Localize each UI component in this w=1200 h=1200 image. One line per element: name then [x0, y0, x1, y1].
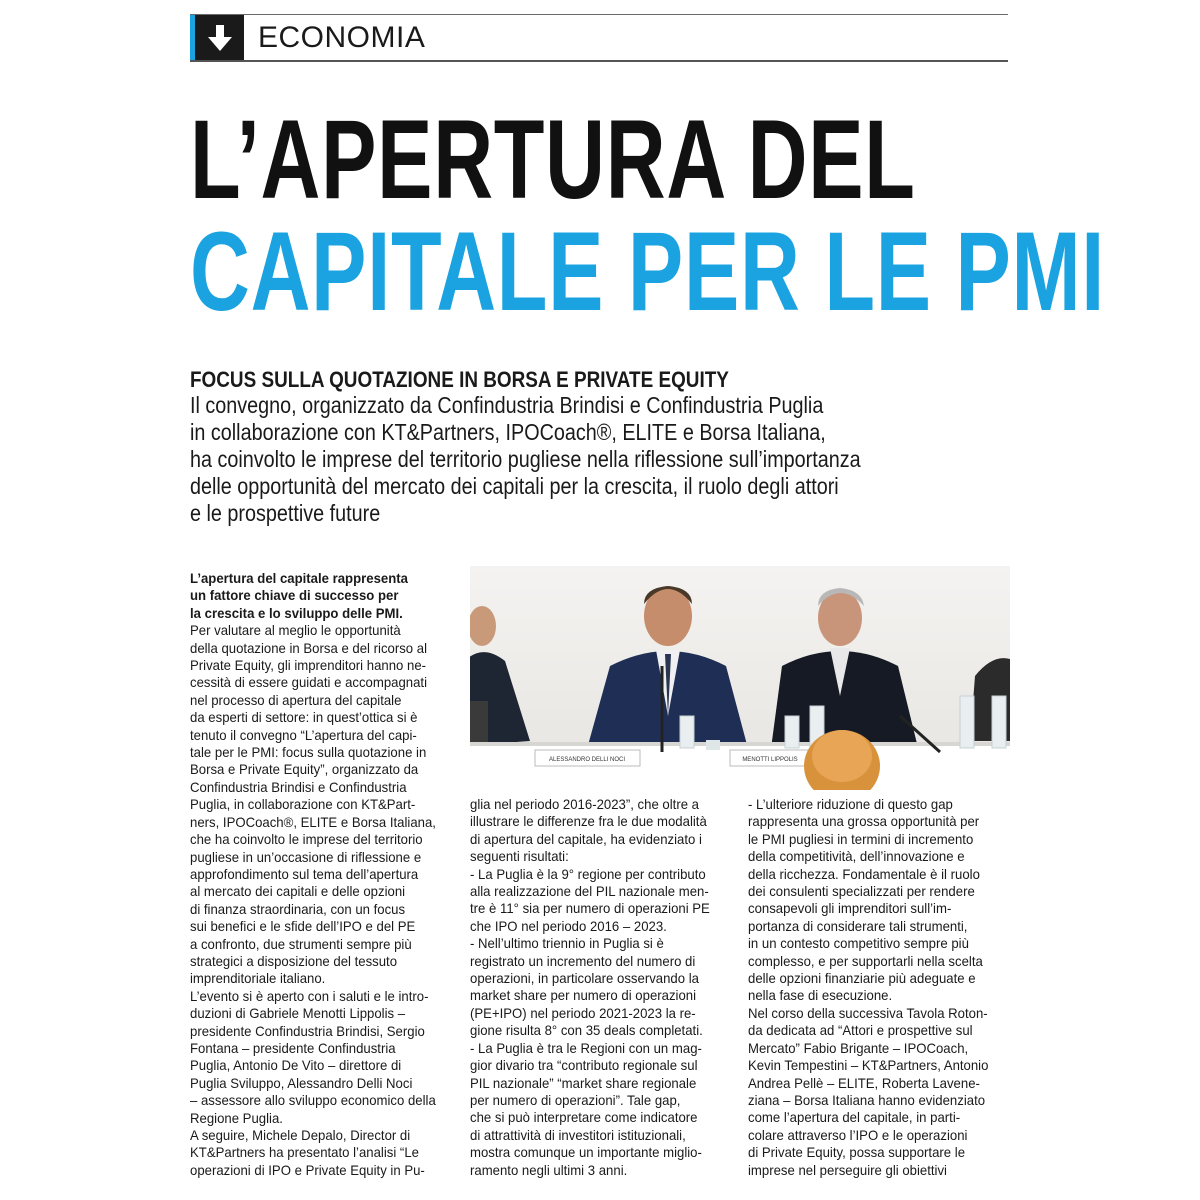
- body-line: nel processo di apertura del capitale: [190, 691, 402, 708]
- body-line: A seguire, Michele Depalo, Director di: [190, 1127, 411, 1143]
- body-line: che ha coinvolto le imprese del territorio: [190, 831, 423, 848]
- body-line: duzioni di Gabriele Menotti Lippolis –: [190, 1005, 406, 1022]
- body-line: per numero di operazioni”. Tale gap,: [470, 1091, 681, 1108]
- body-line: al mercato dei capitali e delle opzioni: [190, 883, 406, 900]
- body-line: di apertura del capitale, ha evidenziato i: [470, 830, 702, 847]
- standfirst-line: delle opportunità del mercato dei capitali per la crescita, il ruolo degli attori: [190, 473, 839, 499]
- header-rule-top: [190, 14, 1008, 15]
- body-line: a confronto, due strumenti sempre più: [190, 935, 412, 952]
- body-line: della quotazione in Borsa e del ricorso al: [190, 639, 428, 656]
- standfirst-line: Il convegno, organizzato da Confindustria Brindisi e Confindustria Puglia: [190, 392, 824, 418]
- body-line: Confindustria Brindisi e Confindustria: [190, 778, 407, 795]
- body-line: operazioni di IPO e Private Equity in Pu-: [190, 1161, 425, 1178]
- body-line: sui benefici e le sfide dell’IPO e del PE: [190, 918, 416, 935]
- body-line: cessità di essere guidati e accompagnati: [190, 674, 428, 691]
- body-line: - La Puglia è la 9° regione per contributo: [470, 865, 706, 882]
- body-line: Private Equity, gli imprenditori hanno ne-: [190, 657, 427, 674]
- body-line: strategici a disposizione del tessuto: [190, 952, 398, 969]
- body-line: Andrea Pellè – ELITE, Roberta Lavene-: [748, 1074, 980, 1091]
- body-line: che IPO nel periodo 2016 – 2023.: [470, 917, 667, 934]
- body-line: Per valutare al meglio le opportunità: [190, 622, 401, 639]
- arrow-down-icon: [207, 23, 233, 53]
- body-line: (PE+IPO) nel periodo 2021-2023 la re-: [470, 1004, 696, 1021]
- conference-photo-image: [470, 566, 1010, 790]
- body-line: delle opzioni finanziarie più adeguate e: [748, 970, 976, 987]
- article-column-3: [748, 796, 988, 1179]
- body-line: PIL nazionale” “market share regionale: [470, 1074, 697, 1091]
- article-column-1: [190, 570, 436, 1179]
- standfirst-line: e le prospettive future: [190, 500, 381, 526]
- body-line: da esperti di settore: in quest’ottica si è: [190, 709, 418, 726]
- body-line: rappresenta una grossa opportunità per: [748, 813, 980, 830]
- body-line: – assessore allo sviluppo economico della: [190, 1092, 436, 1109]
- body-line: Nel corso della successiva Tavola Roton-: [748, 1004, 988, 1021]
- body-line: di attrattività di investitori istituzionali,: [470, 1126, 686, 1143]
- body-line: portanza di considerare tali strumenti,: [748, 917, 968, 934]
- body-line: gione risulta 8° con 35 deals completati.: [470, 1022, 703, 1039]
- body-line: pugliese in un’occasione di riflessione e: [190, 848, 422, 865]
- body-line: colare attraverso l’IPO e le operazioni: [748, 1126, 968, 1143]
- body-line: - La Puglia è tra le Regioni con un mag-: [470, 1039, 702, 1056]
- body-line: Mercato” Fabio Brigante – IPOCoach,: [748, 1039, 969, 1056]
- body-line: mostra comunque un importante miglio-: [470, 1144, 702, 1161]
- body-line: - L’ulteriore riduzione di questo gap: [748, 796, 953, 812]
- body-line: Kevin Tempestini – KT&Partners, Antonio: [748, 1057, 989, 1074]
- body-line: complesso, e per supportarli nella scelta: [748, 952, 983, 969]
- body-line: operazioni, in particolare osservando la: [470, 970, 699, 987]
- body-line: - Nell’ultimo triennio in Puglia si è: [470, 935, 664, 952]
- lead-line: un fattore chiave di successo per: [190, 587, 399, 604]
- nameplate-1: ALESSANDRO DELLI NOCI: [548, 757, 626, 763]
- body-line: KT&Partners ha presentato l’analisi “Le: [190, 1144, 419, 1161]
- body-line: tale per le PMI: focus sulla quotazione in: [190, 744, 427, 761]
- body-line: ziana – Borsa Italiana hanno evidenziato: [748, 1091, 986, 1108]
- body-line: consapevoli gli imprenditori sull’im-: [748, 900, 952, 917]
- headline-line-1: L’APERTURA DEL: [190, 97, 916, 222]
- lead-line: L’apertura del capitale rappresenta: [190, 570, 408, 586]
- body-line: L’evento si è aperto con i saluti e le intro-: [190, 987, 429, 1004]
- body-line: imprenditoriale italiano.: [190, 970, 326, 987]
- body-line: Puglia, in collaborazione con KT&Part-: [190, 796, 416, 813]
- body-line: market share per numero di operazioni: [470, 987, 697, 1004]
- body-line: che si può interpretare come indicatore: [470, 1109, 698, 1126]
- body-line: tre è 11° sia per numero di operazioni PE: [470, 900, 710, 917]
- body-line: della competitività, dell’innovazione e: [748, 848, 965, 865]
- standfirst: [190, 392, 947, 527]
- body-line: di Private Equity, possa supportare le: [748, 1144, 966, 1161]
- body-line: Regione Puglia.: [190, 1109, 283, 1126]
- body-line: registrato un incremento del numero di: [470, 952, 696, 969]
- section-label: ECONOMIA: [258, 21, 426, 54]
- header-rule-bottom: [190, 60, 1008, 62]
- body-line: illustrare le differenze fra le due modalità: [470, 813, 707, 830]
- body-line: gior divario tra “contributo regionale sul: [470, 1057, 698, 1074]
- body-line: ramento negli ultimi 3 anni.: [470, 1161, 628, 1178]
- nameplate-2: MENOTTI LIPPOLIS: [742, 757, 798, 763]
- article-column-2: [470, 796, 710, 1179]
- conference-photo: [470, 566, 1010, 790]
- body-line: in un contesto competitivo sempre più: [748, 935, 969, 952]
- body-line: alla realizzazione del PIL nazionale men-: [470, 883, 709, 900]
- body-line: ners, IPOCoach®, ELITE e Borsa Italiana,: [190, 813, 436, 830]
- body-line: Puglia, Antonio De Vito – direttore di: [190, 1057, 402, 1074]
- standfirst-line: ha coinvolto le imprese del territorio pugliese nella riflessione sull’importanza: [190, 446, 861, 472]
- body-line: come l’apertura del capitale, in parti-: [748, 1109, 961, 1126]
- headline-line-2: CAPITALE PER LE PMI: [190, 209, 1106, 334]
- body-line: tenuto il convegno “L’apertura del capi-: [190, 726, 417, 743]
- standfirst-line: in collaborazione con KT&Partners, IPOCoach®, ELITE e Borsa Italiana,: [190, 419, 826, 445]
- body-line: da dedicata ad “Attori e prospettive sul: [748, 1022, 973, 1039]
- subhead: FOCUS SULLA QUOTAZIONE IN BORSA E PRIVATE EQUITY: [190, 367, 729, 392]
- body-line: della ricchezza. Fondamentale è il ruolo: [748, 865, 980, 882]
- section-tab: [190, 15, 244, 60]
- body-line: glia nel periodo 2016-2023”, che oltre a: [470, 796, 700, 812]
- body-line: di finanza straordinaria, con un focus: [190, 900, 406, 917]
- body-line: approfondimento sul tema dell’apertura: [190, 865, 419, 882]
- body-line: seguenti risultati:: [470, 848, 569, 865]
- headline: [190, 97, 1106, 334]
- body-line: Borsa e Private Equity”, organizzato da: [190, 761, 419, 778]
- lead-line: la crescita e lo sviluppo delle PMI.: [190, 604, 403, 621]
- body-line: Puglia Sviluppo, Alessandro Delli Noci: [190, 1074, 413, 1091]
- body-line: le PMI pugliesi in termini di incremento: [748, 830, 974, 847]
- body-line: imprese nel perseguire gli obiettivi: [748, 1161, 947, 1178]
- body-line: nella fase di esecuzione.: [748, 987, 893, 1004]
- body-line: presidente Confindustria Brindisi, Sergio: [190, 1022, 425, 1039]
- body-line: Fontana – presidente Confindustria: [190, 1039, 396, 1056]
- body-line: dei consulenti specializzati per rendere: [748, 883, 975, 900]
